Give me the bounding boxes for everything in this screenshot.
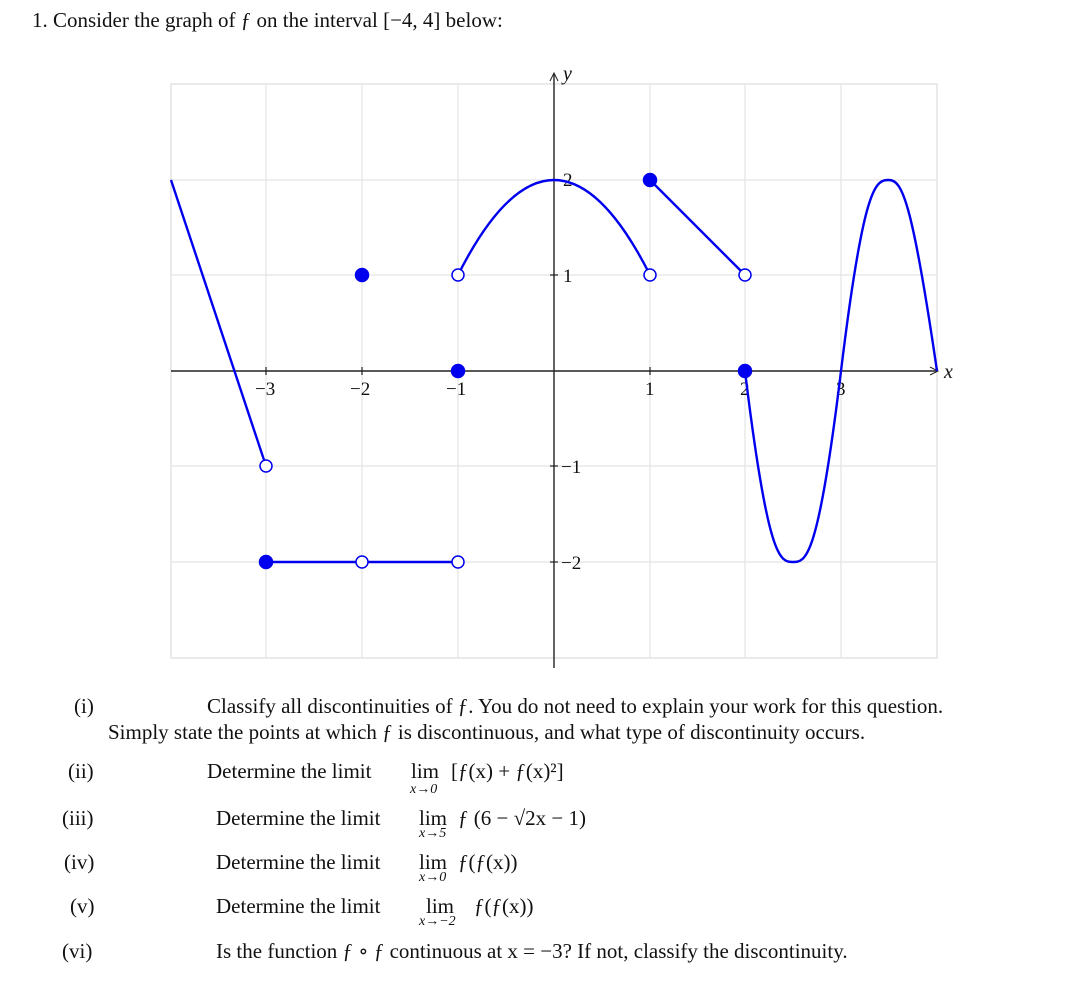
open-dot [452,556,464,568]
part-iii-expression: ƒ (6 − √2x − 1) [458,806,586,830]
part-vi-text: Is the function ƒ ∘ ƒ continuous at x = −3? If not, classify the discontinuity. [216,939,848,963]
part-v-expression: ƒ(ƒ(x)) [474,894,534,918]
x-tick-label: 1 [645,379,655,400]
x-tick-label: −3 [255,379,276,400]
part-i-text-line1: Classify all discontinuities of ƒ. You do not need to explain your work for this question. [207,694,944,718]
segment-left-line [171,180,266,466]
y-tick-label: 2 [563,170,573,191]
part-iii-lim-subscript: x→5 [419,826,447,841]
segment-decreasing-line [650,180,745,275]
part-label: (ii) [68,759,94,783]
question-number: 1. [32,8,48,32]
part-ii-lim-subscript: x→0 [410,782,438,797]
x-tick-label: −2 [350,379,371,400]
part-iv-lim-subscript: x→0 [419,870,447,885]
axes [171,73,938,668]
y-tick-label: 1 [563,266,573,287]
part-iii-prefix: Determine the limit [216,806,381,830]
part-ii-expression: [ƒ(x) + ƒ(x)²] [451,759,564,783]
filled-dot [260,556,273,569]
part-iii-lim: lim [419,806,448,830]
filled-dot [739,365,752,378]
part-iv-prefix: Determine the limit [216,850,381,874]
part-iv-lim: lim [419,850,448,874]
y-tick-label: −1 [561,457,582,478]
open-dot [260,460,272,472]
part-label: (iii) [62,806,94,830]
part-label: (v) [70,894,95,918]
question-text: Consider the graph of ƒ on the interval [−4, 4] below: [53,8,503,32]
open-points [260,269,751,568]
x-tick-label: 2 [740,379,750,400]
part-ii-prefix: Determine the limit [207,759,372,783]
x-tick-label: −1 [446,379,467,400]
filled-dot [452,365,465,378]
y-tick-label: −2 [561,553,582,574]
open-dot [739,269,751,281]
x-axis-label: x [944,361,953,383]
part-ii-lim: lim [411,759,440,783]
x-tick-label: 3 [836,379,846,400]
part-label: (i) [74,694,94,718]
part-label: (vi) [62,939,93,963]
part-v-prefix: Determine the limit [216,894,381,918]
part-v-lim-subscript: x→−2 [419,914,456,929]
filled-dot [644,174,657,187]
open-dot [644,269,656,281]
open-dot [356,556,368,568]
part-i-text-line2: Simply state the points at which ƒ is discontinuous, and what type of discontinuity occurs. [108,720,866,744]
y-axis-label: y [563,63,572,85]
open-dot [452,269,464,281]
part-label: (iv) [64,850,95,874]
filled-dot [356,269,369,282]
part-iv-expression: ƒ(ƒ(x)) [458,850,518,874]
part-v-lim: lim [426,894,455,918]
